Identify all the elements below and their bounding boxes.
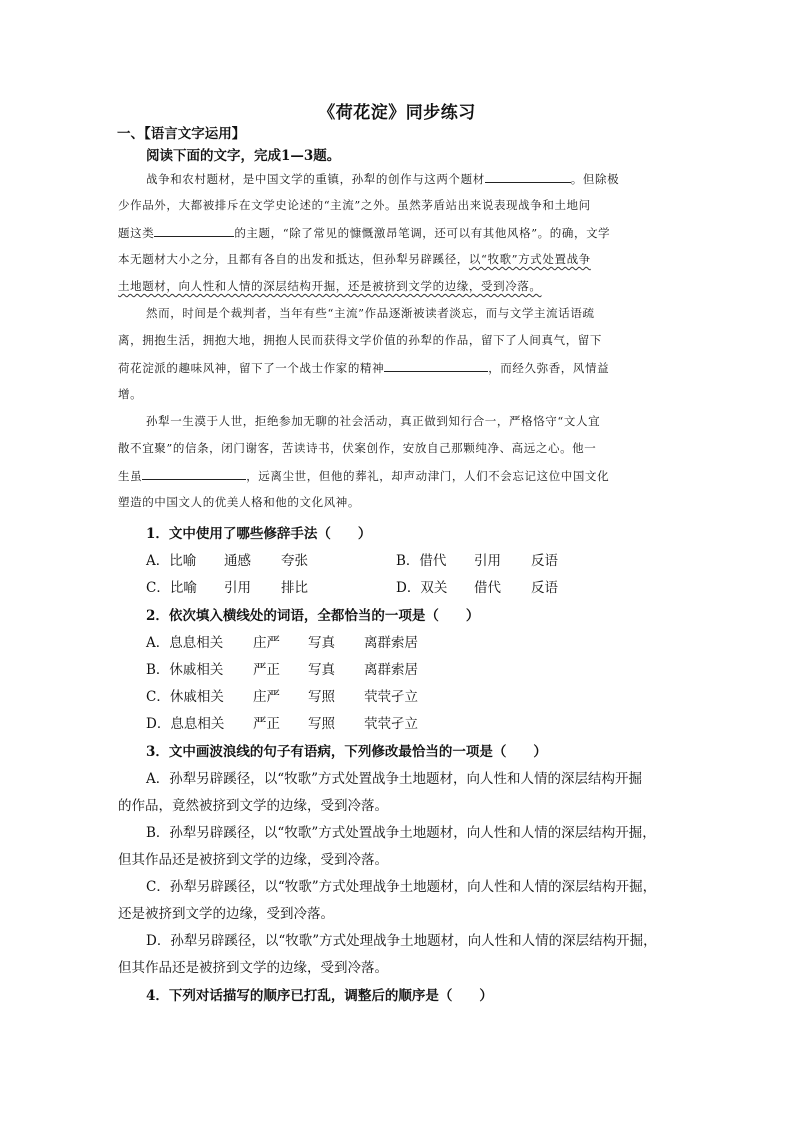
passage-line [118, 278, 542, 294]
passage-line: 然而，时间是个裁判者，当年有些“主流”作品逐渐被读者淡忘，而与文学主流话语疏 [146, 306, 595, 320]
passage-line: 本无题材大小之分，且都有各自的出发和抵达，但孙犁另辟蹊径，以“牧歌”方式处置战争 [118, 252, 591, 266]
passage-line: 战争和农村题材，是中国文学的重镇，孙犁的创作与这两个题材 。但除极 [146, 172, 620, 186]
question-3-option-a[interactable]: A．孙犁另辟蹊径，以“牧歌”方式处置战争土地题材，向人性和人情的深层结构开掘 [146, 771, 643, 787]
passage-line: 少作品外，大都被排斥在文学史论述的“主流”之外。虽然茅盾站出来说表现战争和土地问 [118, 198, 591, 212]
question-3-option-a-cont: 的作品，竟然被挤到文学的边缘，受到冷落。 [118, 798, 388, 814]
reading-instruction: 阅读下面的文字，完成1—3题。 [146, 148, 341, 164]
passage-line: 孙犁一生漠于人世，拒绝参加无聊的社会活动，真正做到知行合一，严格恪守“文人宜 [146, 414, 601, 428]
question-3-stem: 3．文中画波浪线的句子有语病，下列修改最恰当的一项是（ ） [146, 744, 547, 760]
wavy-underlined-sentence: 以“牧歌”方式处置战争 [468, 252, 591, 266]
fill-blank-2 [154, 224, 234, 237]
passage-line: 离，拥抱生活，拥抱大地，拥抱人民而获得文学价值的孙犁的作品，留下了人间真气，留下 [118, 333, 602, 347]
passage-line: 生虽 ，远离尘世，但他的葬礼，却声动津门，人们不会忘记这位中国文化 [118, 469, 610, 483]
question-2-stem: 2．依次填入横线处的词语，全都恰当的一项是（ ） [146, 608, 480, 624]
question-3-option-d[interactable]: D．孙犁另辟蹊径，以“牧歌”方式处理战争土地题材，向人性和人情的深层结构开掘， [146, 933, 657, 949]
question-3-option-b[interactable]: B．孙犁另辟蹊径，以“牧歌”方式处置战争土地题材，向人性和人情的深层结构开掘， [146, 825, 656, 841]
passage-line: 塑造的中国文人的优美人格和他的文化风神。 [118, 495, 360, 509]
passage-line: 题这类 的主题，“除了常见的慷慨激昂笔调，还可以有其他风格”。的确，文学 [118, 226, 611, 240]
section-heading: 一、【语言文字运用】 [117, 126, 246, 142]
fill-blank-3 [384, 359, 488, 372]
fill-blank-4 [142, 467, 246, 480]
question-3-option-c[interactable]: C．孙犁另辟蹊径，以“牧歌”方式处理战争土地题材，向人性和人情的深层结构开掘， [146, 879, 657, 895]
question-4-stem: 4．下列对话描写的顺序已打乱，调整后的顺序是（ ） [146, 988, 493, 1004]
question-1-stem: 1．文中使用了哪些修辞手法（ ） [146, 526, 372, 542]
question-3-option-d-cont: 但其作品还是被挤到文学的边缘，受到冷落。 [118, 960, 388, 976]
page-title: 《荷花淀》同步练习 [318, 103, 476, 123]
passage-line: 增。 [118, 387, 143, 401]
fill-blank-1 [485, 170, 571, 183]
passage-line: 荷花淀派的趣味风神，留下了一个战士作家的精神 ，而经久弥香，风情益 [118, 361, 610, 375]
question-3-option-b-cont: 但其作品还是被挤到文学的边缘，受到冷落。 [118, 852, 388, 868]
wavy-underlined-sentence: 土地题材，向人性和人情的深层结构开掘，还是被挤到文学的边缘，受到冷落。 [118, 279, 542, 293]
question-3-option-c-cont: 还是被挤到文学的边缘，受到冷落。 [118, 906, 334, 922]
passage-line: 散不宜聚”的信条，闭门谢客，苦读诗书，伏案创作，安放自己那颗纯净、高远之心。他一 [118, 441, 597, 455]
